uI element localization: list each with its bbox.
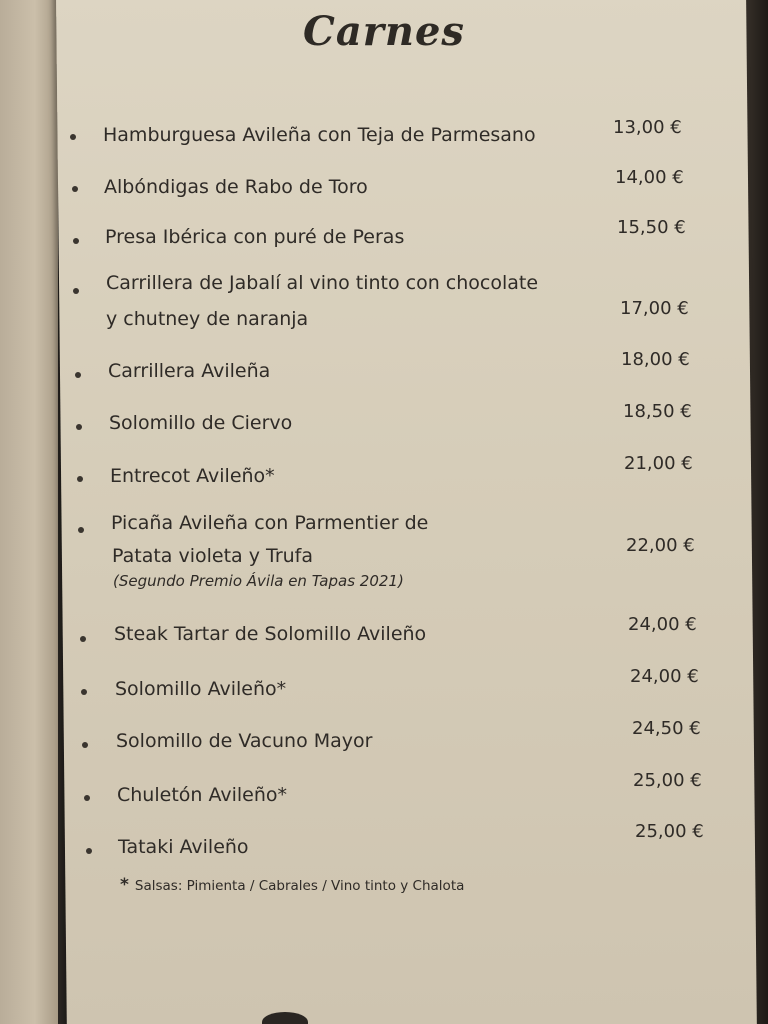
menu-item-price: 24,00 € xyxy=(630,666,699,687)
menu-item-name-line1: Carrillera de Jabalí al vino tinto con chocolate xyxy=(106,272,539,294)
bullet xyxy=(84,795,90,801)
menu-title: Carnes xyxy=(303,8,465,55)
menu-item-price: 17,00 € xyxy=(620,298,689,319)
menu-item-name: Tataki Avileño xyxy=(118,836,249,858)
menu-item-price: 21,00 € xyxy=(624,453,693,474)
footnote-asterisk: * xyxy=(120,875,129,895)
menu-item-name-line1: Picaña Avileña con Parmentier de xyxy=(111,512,429,534)
menu-item-price: 14,00 € xyxy=(615,167,684,188)
bullet xyxy=(73,238,79,244)
menu-item-name: Entrecot Avileño* xyxy=(110,465,275,487)
menu-item-price: 24,00 € xyxy=(628,614,697,635)
menu-item-price: 13,00 € xyxy=(613,117,682,138)
bullet xyxy=(80,636,86,642)
bullet xyxy=(72,186,78,192)
menu-item-name-line2: y chutney de naranja xyxy=(106,308,309,330)
menu-cover-edge xyxy=(0,0,58,1024)
menu-item-price: 18,50 € xyxy=(623,401,692,422)
menu-item-name: Solomillo de Ciervo xyxy=(109,412,293,434)
bullet xyxy=(73,288,79,294)
bullet xyxy=(86,848,92,854)
bullet xyxy=(81,689,87,695)
bullet xyxy=(82,742,88,748)
menu-item-name: Solomillo de Vacuno Mayor xyxy=(116,730,373,752)
menu-item-price: 22,00 € xyxy=(626,535,695,556)
menu-item-price: 15,50 € xyxy=(617,217,686,238)
footnote-text: Salsas: Pimienta / Cabrales / Vino tinto y Chalota xyxy=(134,878,465,894)
menu-item-name: Albóndigas de Rabo de Toro xyxy=(104,176,368,198)
menu-item-award-note: (Segundo Premio Ávila en Tapas 2021) xyxy=(113,572,404,590)
menu-item-name: Steak Tartar de Solomillo Avileño xyxy=(114,623,427,645)
menu-item-price: 25,00 € xyxy=(633,770,702,791)
bullet xyxy=(78,527,84,533)
bullet xyxy=(70,134,76,140)
menu-item-price: 25,00 € xyxy=(635,821,704,842)
menu-item-name: Solomillo Avileño* xyxy=(115,678,287,700)
sauces-footnote xyxy=(120,875,464,895)
menu-item-name: Carrillera Avileña xyxy=(108,360,271,382)
bullet xyxy=(76,424,82,430)
menu-item-price: 24,50 € xyxy=(632,718,701,739)
bullet xyxy=(77,476,83,482)
bullet xyxy=(75,372,81,378)
menu-item-name: Chuletón Avileño* xyxy=(117,784,288,806)
menu-item-name-line2: Patata violeta y Trufa xyxy=(112,545,314,567)
menu-item-name: Presa Ibérica con puré de Peras xyxy=(105,226,405,248)
menu-item-price: 18,00 € xyxy=(621,349,690,370)
menu-item-name: Hamburguesa Avileña con Teja de Parmesano xyxy=(103,124,536,146)
